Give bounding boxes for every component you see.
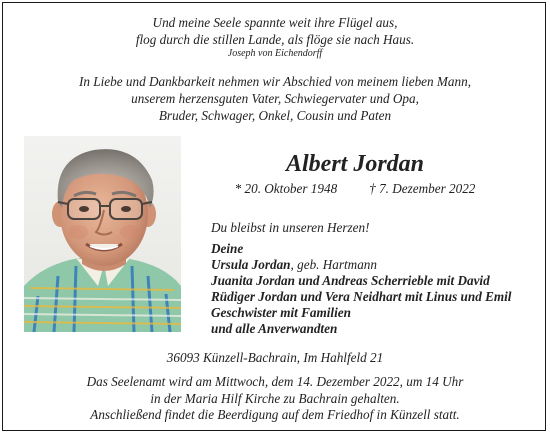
deceased-name: Albert Jordan: [285, 151, 425, 177]
portrait-photo: [24, 136, 181, 332]
death-date: † 7. Dezember 2022: [369, 181, 476, 196]
poem-line: flog durch die stillen Lande, als flöge sie nach Haus.: [135, 32, 415, 47]
service-line: in der Maria Hilf Kirche zu Bachrain gehalten.: [150, 390, 400, 406]
mourners-line: und alle Anverwandten: [211, 321, 338, 336]
poem-block: [0, 14, 550, 60]
intro-line: unserem herzensguten Vater, Schwiegervater und Opa,: [131, 91, 419, 106]
intro-line: In Liebe und Dankbarkeit nehmen wir Abschied von meinem lieben Mann,: [79, 74, 471, 89]
mourner-maiden-name: , geb. Hartmann: [290, 257, 377, 272]
intro-block: [0, 73, 550, 124]
intro-line: Bruder, Schwager, Onkel, Cousin und Paten: [158, 108, 392, 123]
family-address: 36093 Künzell-Bachrain, Im Hahlfeld 21: [166, 350, 384, 365]
poem-author: Joseph von Eichendorff: [227, 48, 323, 59]
service-line: Das Seelenamt wird am Mittwoch, dem 14. Dezember 2022, um 14 Uhr: [86, 374, 464, 389]
life-dates: [200, 181, 510, 197]
mourners-line: Rüdiger Jordan und Vera Neidhart mit Linus und Emil: [211, 289, 512, 304]
mourners-line: Deine: [211, 241, 244, 256]
service-info: [0, 374, 550, 424]
mourners-line: Geschwister mit Familien: [211, 305, 351, 320]
mourners-list: [211, 241, 531, 337]
birth-date: * 20. Oktober 1948: [234, 181, 338, 196]
mourner-name: Ursula Jordan: [211, 257, 291, 272]
mourners-line: Juanita Jordan und Andreas Scherrieble mit David: [211, 273, 490, 288]
poem-line: Und meine Seele spannte weit ihre Flügel aus,: [152, 15, 398, 30]
motto-text: Du bleibst in unseren Herzen!: [211, 220, 370, 235]
mourners-line: [211, 257, 531, 273]
service-line: Anschließend findet die Beerdigung auf dem Friedhof in Künzell statt.: [90, 407, 460, 422]
